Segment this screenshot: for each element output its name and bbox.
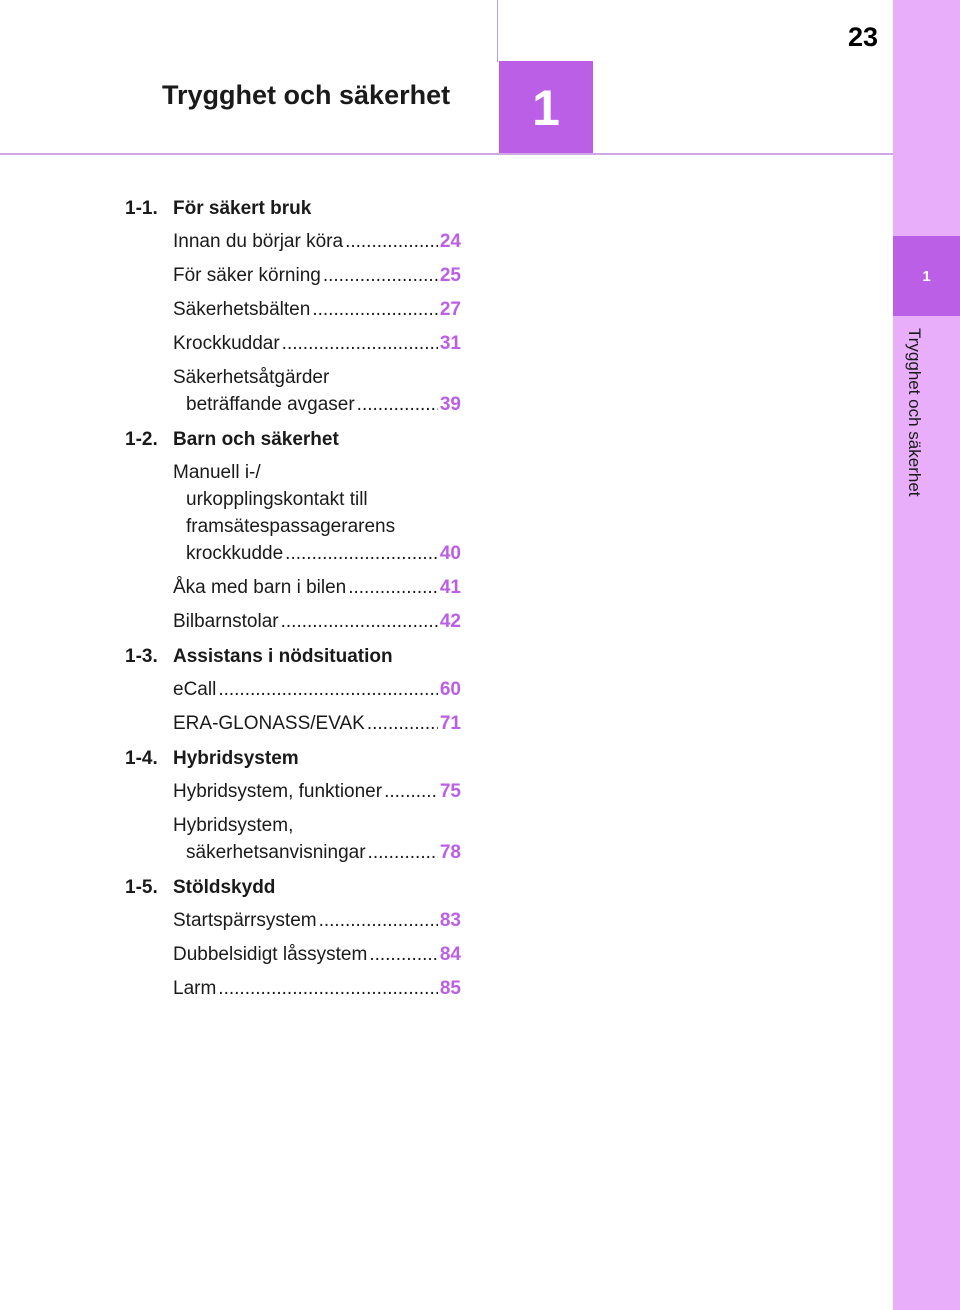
toc-entry-text: Dubbelsidigt låssystem xyxy=(173,944,368,965)
toc-entry[interactable] xyxy=(173,710,461,737)
toc-page-number[interactable]: 39 xyxy=(439,394,461,415)
toc-page-number[interactable]: 25 xyxy=(439,265,461,286)
toc-entry-text: För säker körning xyxy=(173,265,321,286)
toc-entry[interactable] xyxy=(173,812,461,866)
toc-entry-text: Säkerhetsbälten xyxy=(173,299,311,320)
toc-entry[interactable] xyxy=(173,262,461,289)
toc-dot-leader xyxy=(285,540,438,567)
toc-entry[interactable] xyxy=(173,608,461,635)
chapter-number: 1 xyxy=(532,79,560,136)
chapter-number-box xyxy=(499,61,593,154)
toc-section-heading[interactable] xyxy=(125,748,299,770)
toc-section-number: 1-3. xyxy=(125,646,158,667)
toc-entry-text: Bilbarnstolar xyxy=(173,611,279,632)
toc-dot-leader xyxy=(323,262,438,289)
toc-entry[interactable] xyxy=(173,941,461,968)
toc-section-number: 1-4. xyxy=(125,748,158,769)
toc-entry[interactable] xyxy=(173,459,461,567)
toc-entry-text: säkerhetsanvisningar xyxy=(186,842,366,863)
toc-section-heading[interactable] xyxy=(125,877,275,899)
toc-page-number[interactable]: 31 xyxy=(439,333,461,354)
toc-section-heading[interactable] xyxy=(125,198,311,220)
toc-entry[interactable] xyxy=(173,330,461,357)
toc-entry[interactable] xyxy=(173,676,461,703)
toc-entry-text: Krockkuddar xyxy=(173,333,280,354)
toc-entry-text: framsätespassagerarens xyxy=(186,516,396,537)
toc-section-number: 1-1. xyxy=(125,198,158,219)
toc-entry-text: beträffande avgaser xyxy=(186,394,355,415)
toc-section-number: 1-5. xyxy=(125,877,158,898)
toc-entry[interactable] xyxy=(173,778,461,805)
chapter-title: Trygghet och säkerhet xyxy=(162,80,451,110)
toc-entry-text: Startspärrsystem xyxy=(173,910,317,931)
toc-entry-text: Hybridsystem, funktioner xyxy=(173,781,383,802)
toc-dot-leader xyxy=(369,941,438,968)
toc-entry-text: Åka med barn i bilen xyxy=(173,577,347,598)
toc-dot-leader xyxy=(319,907,438,934)
toc-section-number: 1-2. xyxy=(125,429,158,450)
toc-dot-leader xyxy=(367,710,438,737)
toc-entry[interactable] xyxy=(173,228,461,255)
toc-entry[interactable] xyxy=(173,364,461,418)
toc-page-number[interactable]: 83 xyxy=(439,910,461,931)
toc-dot-leader xyxy=(218,676,438,703)
toc-entry-text: Manuell i-/ xyxy=(173,462,261,483)
toc-page-number[interactable]: 24 xyxy=(439,231,461,252)
side-tab-chapter[interactable] xyxy=(893,236,960,316)
toc-entry-text: Säkerhetsåtgärder xyxy=(173,367,330,388)
toc-page-number[interactable]: 27 xyxy=(439,299,461,320)
side-strip xyxy=(893,0,960,1310)
toc-entry-text: eCall xyxy=(173,679,217,700)
toc-entry-text: urkopplingskontakt till xyxy=(186,489,368,510)
toc-entry[interactable] xyxy=(173,296,461,323)
toc-page-number[interactable]: 71 xyxy=(439,713,461,734)
header-divider-vertical xyxy=(497,0,498,62)
toc-page-number[interactable]: 78 xyxy=(439,842,461,863)
toc-dot-leader xyxy=(368,839,438,866)
toc-entry[interactable] xyxy=(173,975,461,1002)
toc-entry-text: krockkudde xyxy=(186,543,284,564)
toc-entry-text: Hybridsystem, xyxy=(173,815,294,836)
toc-page-number[interactable]: 60 xyxy=(439,679,461,700)
toc-entry[interactable] xyxy=(173,574,461,601)
toc-section-heading[interactable] xyxy=(125,646,393,668)
toc-page-number[interactable]: 85 xyxy=(439,978,461,999)
toc-entry[interactable] xyxy=(173,907,461,934)
toc-section-title: Hybridsystem xyxy=(173,748,299,769)
toc-dot-leader xyxy=(345,228,438,255)
toc-dot-leader xyxy=(348,574,438,601)
side-tab-label: Trygghet och säkerhet xyxy=(905,328,924,497)
page-number: 23 xyxy=(847,22,879,52)
toc-dot-leader xyxy=(384,778,438,805)
toc-dot-leader xyxy=(357,391,438,418)
toc-page-number[interactable]: 84 xyxy=(439,944,461,965)
toc-section-title: Assistans i nödsituation xyxy=(173,646,393,667)
header-divider-horizontal xyxy=(0,153,893,155)
toc-section-heading[interactable] xyxy=(125,429,339,451)
toc-dot-leader xyxy=(282,330,438,357)
toc-dot-leader xyxy=(281,608,438,635)
toc-page-number[interactable]: 42 xyxy=(439,611,461,632)
toc-section-title: Stöldskydd xyxy=(173,877,276,898)
toc-page-number[interactable]: 40 xyxy=(439,543,461,564)
toc-entry-text: ERA-GLONASS/EVAK xyxy=(173,713,365,734)
toc-page-number[interactable]: 75 xyxy=(439,781,461,802)
toc-entry-text: Larm xyxy=(173,978,217,999)
toc-section-title: För säkert bruk xyxy=(173,198,312,219)
side-tab-number: 1 xyxy=(922,267,931,285)
toc-page-number[interactable]: 41 xyxy=(439,577,461,598)
toc-section-title: Barn och säkerhet xyxy=(173,429,339,450)
toc-entry-text: Innan du börjar köra xyxy=(173,231,344,252)
toc-dot-leader xyxy=(218,975,438,1002)
toc-dot-leader xyxy=(312,296,438,323)
